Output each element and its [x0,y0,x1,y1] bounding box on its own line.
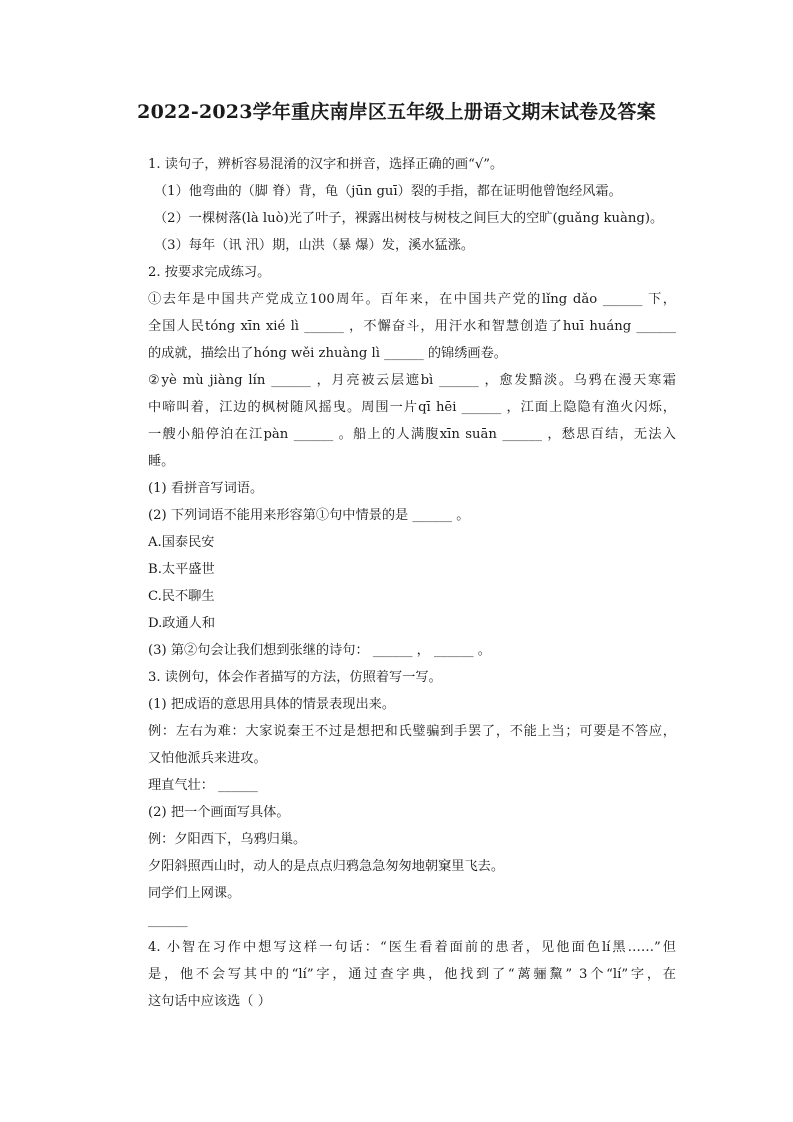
question-3-stem: 3. 读例句，体会作者描写的方法，仿照着写一写。 [148,670,442,685]
question-1-item-2: （2）一棵树落(là luò)光了叶子，裸露出树枝与树枝之间巨大的空旷(guǎng kuàng)。 [154,211,664,226]
option-d: D.政通人和 [148,616,216,631]
question-1-item-1: （1）他弯曲的（脚 脊）背，龟（jūn guī）裂的手指，都在证明他曾饱经风霜。 [154,184,622,199]
passage-2-line-4: 睡。 [148,454,175,469]
question-3-part-2: (2) 把一个画面写具体。 [148,805,290,820]
answer-prompt-2: 同学们上网课。 [148,886,241,901]
question-4-line-3: 这句话中应该选（ ） [148,994,271,1009]
option-a: A.国泰民安 [148,535,215,550]
passage-2-line-1: ②yè mù jiàng lín ______ ，月亮被云层遮bì ______ ，愈发黯淡。乌鸦在漫天寒霜 [148,373,676,388]
passage-1-line-3: 的成就，描绘出了hóng wěi zhuàng lì ______ 的锦绣画卷。 [148,346,507,361]
option-c: C.民不聊生 [148,589,215,604]
example-1-line-2: 又怕他派兵来进攻。 [148,751,267,766]
passage-1-line-1: ①去年是中国共产党成立100周年。百年来，在中国共产党的lǐng dǎo ______ 下， [148,292,676,307]
sub-question-2: (2) 下列词语不能用来形容第①句中情景的是 ______ 。 [148,508,470,523]
question-3-part-1: (1) 把成语的意思用具体的情景表现出来。 [148,697,396,712]
answer-prompt-1: 理直气壮： ______ [148,778,258,793]
example-1-line-1: 例：左右为难：大家说秦王不过是想把和氏璧骗到手罢了，不能上当；可要是不答应， [148,724,676,739]
question-4-line-2: 是，他不会写其中的“lí”字，通过查字典，他找到了“蓠骊黧” 3个“lí”字，在 [148,967,676,982]
document-body [148,151,676,1015]
question-2-stem: 2. 按要求完成练习。 [148,265,271,280]
answer-blank: ______ [148,913,188,928]
sub-question-3: (3) 第②句会让我们想到张继的诗句： ______ ， ______ 。 [148,643,491,658]
passage-2-line-3: 一艘小船停泊在江pàn ______ 。船上的人满腹xīn suān ______ ，愁思百结，无法入 [148,427,676,442]
option-b: B.太平盛世 [148,562,215,577]
passage-2-line-2: 中啼叫着，江边的枫树随风摇曳。周围一片qī hēi ______ ，江面上隐隐有渔火闪烁， [148,400,676,415]
passage-1-line-2: 全国人民tóng xīn xié lì ______ ，不懈奋斗，用汗水和智慧创造了huī huáng ______ [148,319,676,334]
example-2-line-2: 夕阳斜照西山时，动人的是点点归鸦急急匆匆地朝窠里飞去。 [148,859,505,874]
example-2-line-1: 例：夕阳西下，乌鸦归巢。 [148,832,307,847]
question-4-line-1: 4. 小智在习作中想写这样一句话：“医生看着面前的患者，见他面色lí黑……”但 [148,940,676,955]
page-title: 2022-2023学年重庆南岸区五年级上册语文期末试卷及答案 [137,101,656,123]
question-1-item-3: （3）每年（讯 汛）期，山洪（暴 爆）发，溪水猛涨。 [154,238,475,253]
question-1-stem: 1. 读句子，辨析容易混淆的汉字和拼音，选择正确的画“√”。 [148,157,504,172]
sub-question-1: (1) 看拼音写词语。 [148,481,264,496]
